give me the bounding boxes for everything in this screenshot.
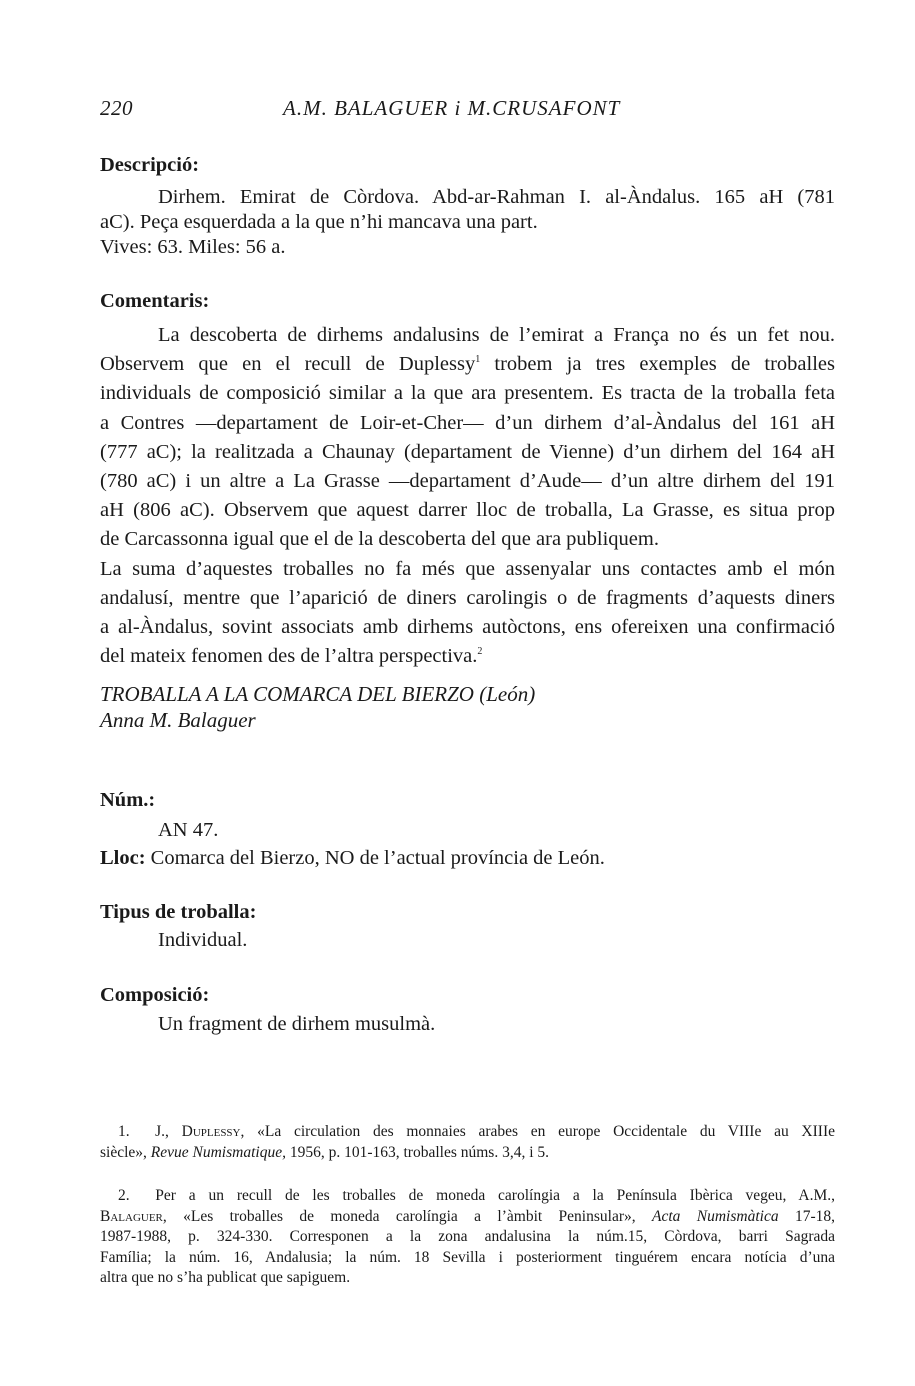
composicio-label: Composició: [100,984,210,1006]
comentaris-line-2b: trobem ja tres exemples de troballes [480,353,835,376]
footnote-ref-1[interactable]: 1 [475,354,481,366]
footnote-2-line-2a: , «Les troballes de moneda carolíngia a l’àmbit Peninsular», [162,1207,636,1225]
comentaris-line-11: a al-Àndalus, sovint associats amb dirhems autòctons, ens ofereixen una confirmació [100,616,835,639]
footnote-2-line-5: altra que no s’ha publicat que sapiguem. [100,1269,351,1286]
num-label: Núm.: [100,789,156,811]
descripcio-line-1: Dirhem. Emirat de Còrdova. Abd-ar-Rahman I. al-Àndalus. 165 aH (781 [158,186,835,208]
footnote-1 [100,1122,835,1163]
footnote-2-line-1-text: Per a un recull de les troballes de moneda carolíngia a la Península Ibèrica vegeu, A.M., [155,1187,835,1204]
footnote-2-journal: Acta Numismàtica [652,1207,779,1225]
running-head-authors: A.M. BALAGUER i M.CRUSAFONT [283,96,621,120]
lloc-label: Lloc: [100,847,146,869]
footnote-2 [100,1186,835,1289]
comentaris-line-2a: Observem que en el recull de Duplessy [100,353,476,376]
footnote-2-author: Balaguer [100,1207,163,1225]
footnote-1-author: Duplessy [181,1123,241,1140]
footnote-1-line-1-rest: , «La circulation des monnaies arabes en europe Occidentale du VIIIe au XIIIe [240,1123,835,1140]
lloc-value: Comarca del Bierzo, NO de l’actual província de León. [150,847,605,869]
composicio-value: Un fragment de dirhem musulmà. [158,1013,436,1035]
footnote-1-line-1 [100,1122,835,1143]
comentaris-label: Comentaris: [100,290,210,312]
footnote-2-number: 2. [118,1187,130,1204]
footnote-1-number: 1. [118,1123,130,1140]
descripcio-line-3: Vives: 63. Miles: 56 a. [100,236,286,258]
descripcio-line-2: aC). Peça esquerdada a la que n’hi mancava una part. [100,211,538,233]
tipus-value: Individual. [158,929,248,951]
comentaris-line-12 [100,642,835,671]
footnote-1-line-2b: 1956, p. 101-163, troballes núms. 3,4, i 5. [289,1143,550,1161]
descripcio-label: Descripció: [100,154,200,176]
descripcio-text [100,185,835,260]
comentaris-line-5: (777 aC); la realitzada a Chaunay (departament de Vienne) d’un dirhem del 164 aH [100,440,835,463]
footnote-1-author-initial: J., [155,1123,169,1140]
footnote-2-line-4: Família; la núm. 16, Andalusia; la núm. 18 Sevilla i posteriorment tinguérem encara notícia d’una [100,1248,835,1266]
footnote-2-line-1 [100,1186,835,1207]
comentaris-line-12a: del mateix fenomen des de l’altra perspectiva. [100,645,478,668]
comentaris-line-1: La descoberta de dirhems andalusins de l’emirat a França no és un fet nou. [158,324,835,346]
footnote-2-line-2 [100,1207,835,1228]
footnote-1-line-2a: siècle», [100,1143,147,1161]
comentaris-line-6: (780 aC) i un altre a La Grasse —departament d’Aude— d’un altre dirhem del 191 [100,470,835,493]
comentaris-line-7: aH (806 aC). Observem que aquest darrer lloc de troballa, La Grasse, es situa prop [100,499,835,522]
lloc-row [100,846,835,871]
footnote-2-line-2b: 17-18, [794,1207,836,1225]
comentaris-line-9: La suma d’aquestes troballes no fa més que assenyalar uns contactes amb el món [100,557,835,580]
section-title: TROBALLA A LA COMARCA DEL BIERZO (León) [100,682,536,706]
comentaris-line-4: a Contres —departament de Loir-et-Cher— d’un dirhem d’al-Àndalus del 161 aH [100,411,835,434]
comentaris-text [100,321,835,671]
comentaris-line-10: andalusí, mentre que l’aparició de diners carolingis o de fragments d’aquests diners [100,586,835,609]
section-author: Anna M. Balaguer [100,708,256,732]
comentaris-line-8: de Carcassonna igual que el de la descoberta del que ara publiquem. [100,528,659,551]
footnote-1-line-2 [100,1143,835,1164]
num-value: AN 47. [158,819,219,841]
footnote-ref-2[interactable]: 2 [477,646,483,658]
comentaris-line-3: individuals de composició similar a la que ara presentem. Es tracta de la troballa feta [100,382,835,405]
footnote-2-line-3: 1987-1988, p. 324-330. Corresponen a la zona andalusina la núm.15, Còrdova, barri Sagrada [100,1228,835,1245]
running-head [100,96,840,124]
footnote-1-journal: Revue Numismatique, [150,1143,286,1161]
tipus-label: Tipus de troballa: [100,901,257,923]
page-number: 220 [100,96,133,120]
comentaris-line-2 [100,350,835,379]
